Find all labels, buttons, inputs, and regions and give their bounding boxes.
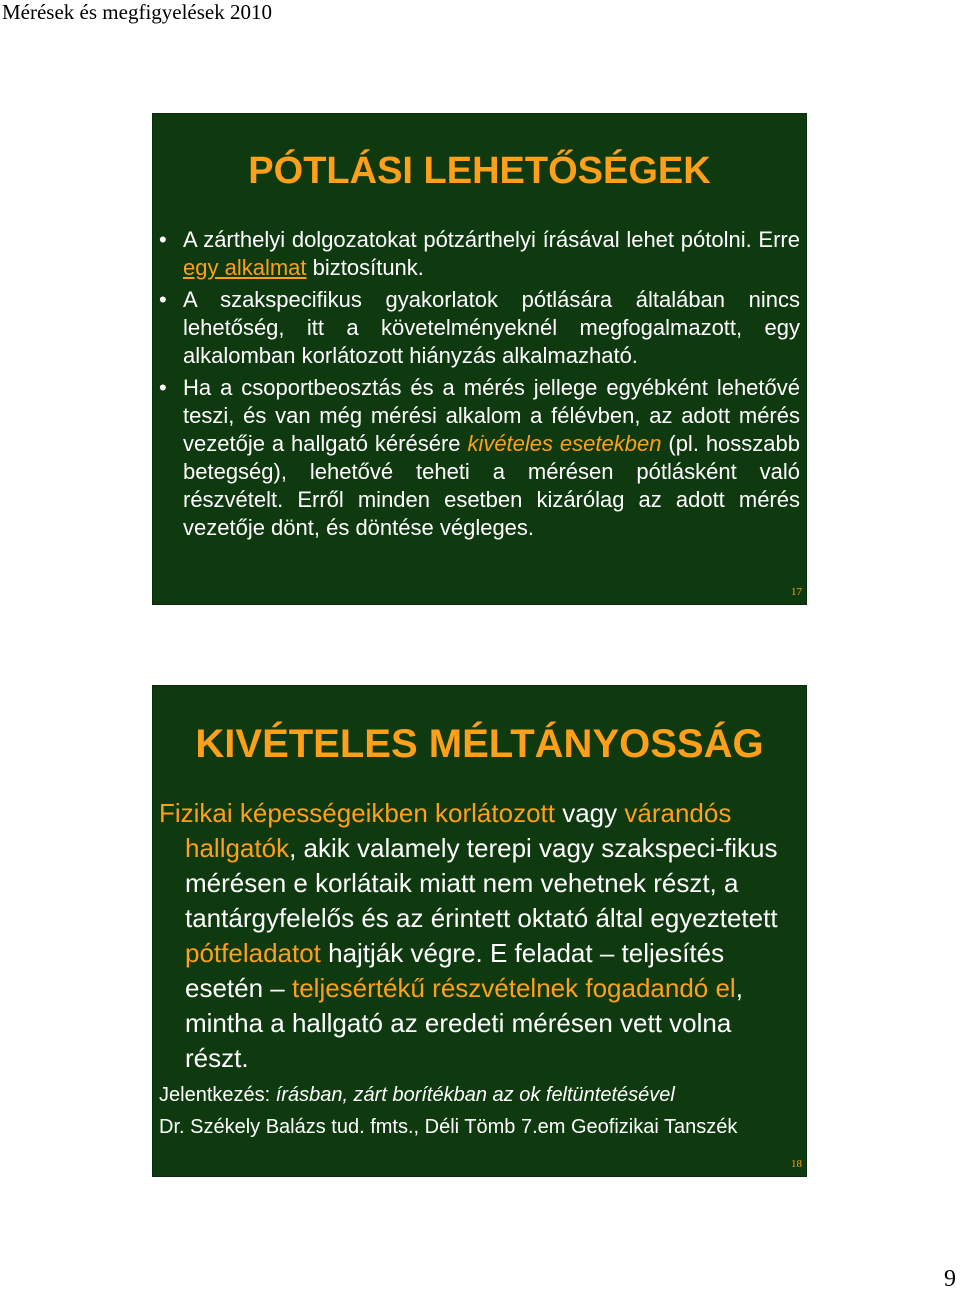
page-number: 9 xyxy=(944,1266,956,1292)
application-line: Jelentkezés: írásban, zárt borítékban az ok feltüntetésével xyxy=(159,1084,675,1106)
bullet-item: • A zárthelyi dolgozatokat pótzárthelyi írásával lehet pótolni. Erre egy alkalmat biztosítunk. xyxy=(183,226,800,282)
contact-line: Dr. Székely Balázs tud. fmts., Déli Tömb 7.em Geofizikai Tanszék xyxy=(159,1116,738,1138)
bullet-item: • A szakspecifikus gyakorlatok pótlására általában nincs lehetőség, itt a követelményeknél megfogalmazott, egy alkalomban korlátozott hiányzás alkalmazható. xyxy=(183,286,800,370)
slide-title: KIVÉTELES MÉLTÁNYOSSÁG xyxy=(195,722,764,766)
slide-number: 17 xyxy=(791,586,802,598)
slide-title: PÓTLÁSI LEHETŐSÉGEK xyxy=(248,150,711,192)
main-paragraph: Fizikai képességeikben korlátozott vagy várandós hallgatók, akik valamely terepi vagy szakspeci-fikus mérésen e korlátaik miatt nem vehetnek részt, a tantárgyfelelős és az érintett oktató által egyeztetett pótfeladatot hajtják végre. E feladat – teljesítés esetén – teljesértékű részvételnek fogadandó el, mintha a hallgató az eredeti mérésen vett volna részt. xyxy=(159,798,778,1073)
bullet-item: • Ha a csoportbeosztás és a mérés jellege egyébként lehetővé teszi, és van még mérési alkalom a félévben, az adott mérés vezetője a hallgató kérésére kivételes esetekben (pl. hosszabb betegség), lehetővé teheti a mérésen pótlásként való részvételt. Erről minden esetben kizárólag az adott mérés vezetője dönt, és döntése végleges. xyxy=(183,374,800,542)
slide-number: 18 xyxy=(791,1158,802,1170)
highlight-text: kivételes esetekben xyxy=(467,431,662,456)
slide-potlasi xyxy=(152,113,807,605)
slide-kiveteles xyxy=(152,685,807,1177)
bullet-list xyxy=(153,226,808,546)
highlight-text: egy alkalmat xyxy=(183,255,307,280)
document-header: Mérések és megfigyelések 2010 xyxy=(2,0,272,24)
